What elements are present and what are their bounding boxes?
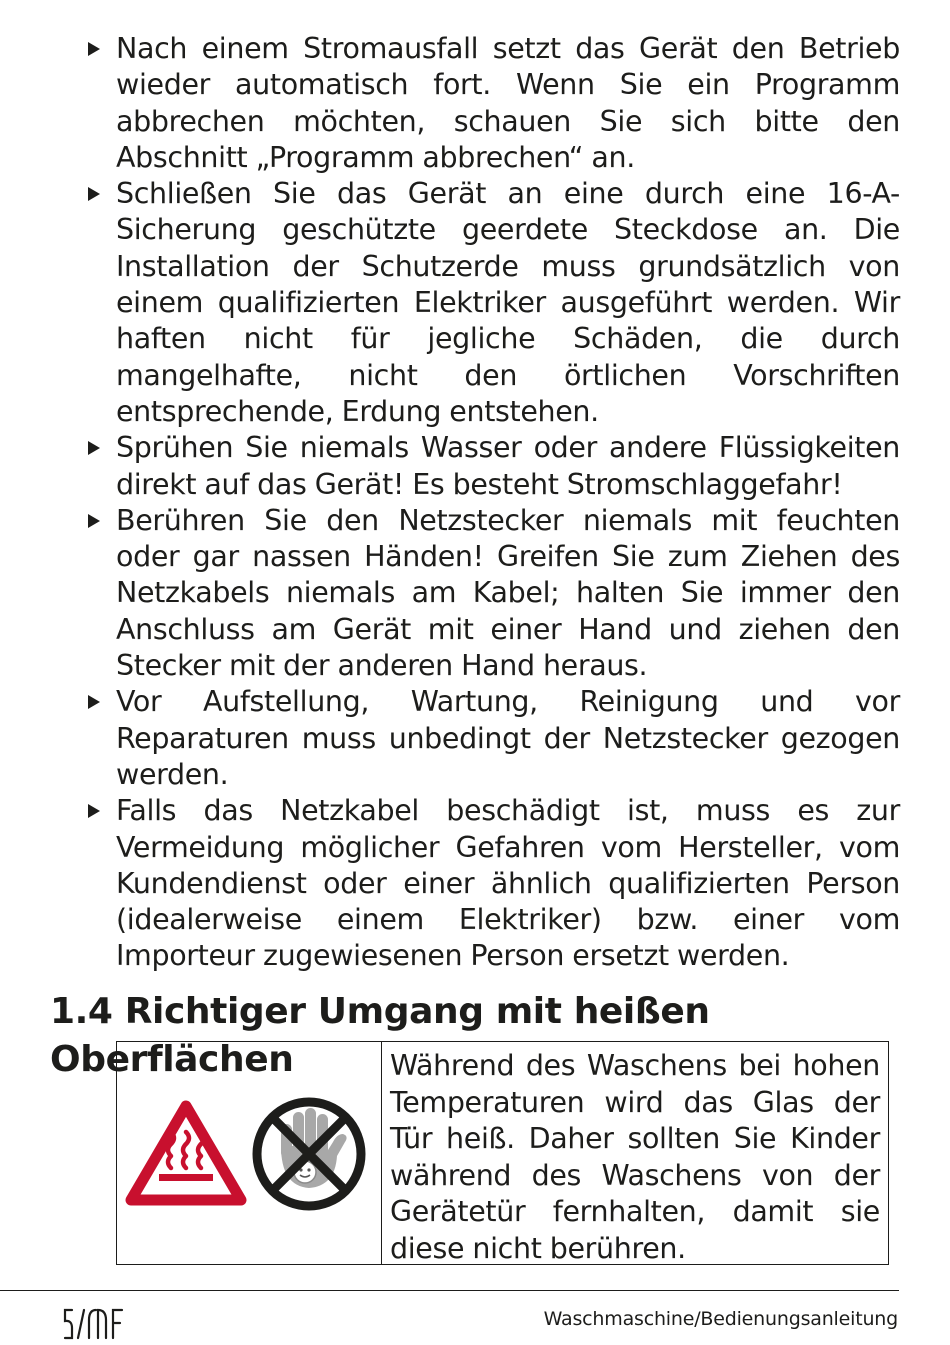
section-heading: 1.4 Richtiger Umgang mit heißen Oberflächen: [50, 991, 710, 1080]
bullet-text: Schließen Sie das Gerät an eine durch eine 16-A-Sicherung geschützte geerdete Steckdose an. Die Installation der Schutzerde muss grundsätzlich von einem qualifizierten Elektriker ausgeführt werden. Wir haften nicht für jegliche Schäden, die durch mangelhafte, nicht den örtlichen Vorschriften entsprechende, Erdung entstehen.: [116, 177, 900, 428]
bullet-item: [84, 684, 900, 793]
hot-surface-warning-box: [116, 1041, 889, 1265]
warning-icons-cell: [117, 1042, 382, 1264]
footer-divider: [0, 1290, 899, 1291]
bullet-text: Nach einem Stromausfall setzt das Gerät den Betrieb wieder automatisch fort. Wenn Sie ein Programm abbrechen möchten, schauen Sie sich bitte den Abschnitt „Programm abbrechen“ an.: [116, 32, 900, 174]
no-children-touch-icon: [251, 1096, 367, 1212]
triangle-bullet-icon: [88, 804, 100, 818]
bullet-text: Sprühen Sie niemals Wasser oder andere Flüssigkeiten direkt auf das Gerät! Es besteht Stromschlaggefahr!: [116, 431, 900, 501]
warning-text: Während des Waschens bei hohen Temperaturen wird das Glas der Tür heiß. Daher sollten Sie Kinder während des Waschens von der Gerätetür fernhalten, damit sie diese nicht berühren.: [390, 1049, 880, 1265]
bullet-item: [84, 31, 900, 176]
bullet-text: Vor Aufstellung, Wartung, Reinigung und vor Reparaturen muss unbedingt der Netzstecker gezogen werden.: [116, 685, 900, 791]
bullet-item: [84, 430, 900, 503]
safety-bullet-list: [84, 31, 900, 975]
bullet-item: [84, 176, 900, 430]
triangle-bullet-icon: [88, 441, 100, 455]
bullet-item: [84, 793, 900, 974]
bullet-item: [84, 503, 900, 684]
triangle-bullet-icon: [88, 514, 100, 528]
triangle-bullet-icon: [88, 42, 100, 56]
triangle-bullet-icon: [88, 695, 100, 709]
triangle-bullet-icon: [88, 187, 100, 201]
page-number-logo: [62, 1308, 126, 1340]
bullet-text: Falls das Netzkabel beschädigt ist, muss es zur Vermeidung möglicher Gefahren vom Hersteller, vom Kundendienst oder einer ähnlich qualifizierten Person (idealerweise einem Elektriker) bzw. einer vom Importeur zugewiesenen Person ersetzt werden.: [116, 794, 900, 973]
bullet-text: Berühren Sie den Netzstecker niemals mit feuchten oder gar nassen Händen! Greifen Sie zum Ziehen des Netzkabels niemals am Kabel; halten Sie immer den Anschluss am Gerät mit einer Hand und ziehen den Stecker mit der anderen Hand heraus.: [116, 503, 900, 683]
hot-surface-warning-icon: [125, 1100, 247, 1206]
footer-title: Waschmaschine/Bedienungsanleitung: [543, 1308, 898, 1330]
